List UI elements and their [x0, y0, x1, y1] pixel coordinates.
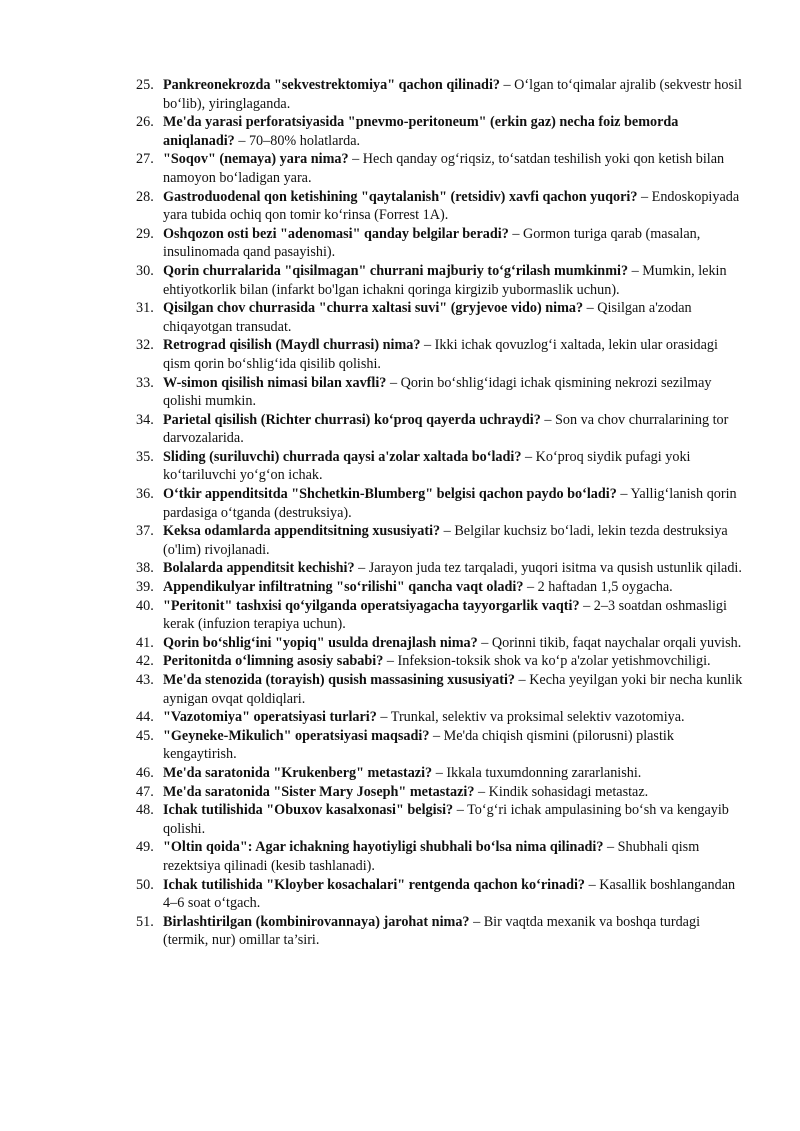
list-item [136, 113, 748, 150]
answer-text: – Gormon turiga qarab (masalan, insulinomada qand pasayishi). [163, 225, 701, 261]
list-item [136, 578, 748, 597]
question-text: Oshqozon osti bezi "adenomasi" qanday belgilar beradi? [163, 225, 509, 242]
item-number: 47. [136, 783, 154, 800]
answer-text: – Trunkal, selektiv va proksimal selektiv vazotomiya. [376, 709, 685, 726]
item-number: 37. [136, 523, 154, 540]
question-text: Me'da saratonida "Krukenberg" metastazi? [163, 764, 433, 781]
item-number: 36. [136, 486, 154, 503]
list-item [136, 188, 748, 225]
question-text: Me'da saratonida "Sister Mary Joseph" metastazi? [163, 783, 475, 800]
list-item [136, 727, 748, 764]
item-number: 51. [136, 913, 154, 930]
answer-text: – Me'da chiqish qismini (pilorusni) plastik kengaytirish. [163, 727, 674, 763]
answer-text: – Infeksion-toksik shok va ko‘p a'zolar yetishmovchiligi. [383, 653, 711, 670]
answer-text: – 2 haftadan 1,5 oygacha. [523, 579, 673, 596]
question-text: Retrograd qisilish (Maydl churrasi) nima? [163, 337, 421, 354]
item-number: 29. [136, 225, 154, 242]
question-text: Ichak tutilishida "Kloyber kosachalari" rentgenda qachon ko‘rinadi? [163, 876, 586, 893]
list-item [136, 262, 748, 299]
answer-text: – Kindik sohasidagi metastaz. [474, 783, 649, 800]
answer-text: – To‘g‘ri ichak ampulasining bo‘sh va kengayib qolishi. [163, 802, 729, 837]
question-text: "Peritonit" tashxisi qo‘yilganda operatsiyagacha tayyorgarlik vaqti? [163, 597, 580, 614]
question-text: O‘tkir appenditsitda "Shchetkin-Blumberg" belgisi qachon paydo bo‘ladi? [163, 486, 617, 503]
item-number: 31. [136, 300, 154, 317]
list-item [136, 299, 748, 336]
item-number: 26. [136, 114, 154, 131]
question-text: "Geyneke-Mikulich" operatsiyasi maqsadi? [163, 727, 430, 744]
answer-text: – Qisilgan a'zodan chiqayotgan transudat. [163, 300, 692, 335]
answer-text: – Ikki ichak qovuzlog‘i xaltada, lekin ular orasidagi qism qorin bo‘shlig‘ida qisilib qolishi. [163, 337, 718, 372]
list-item [136, 671, 748, 708]
list-item [136, 634, 748, 653]
answer-text: – Ko‘proq siydik pufagi yoki ko‘tariluvchi yo‘g‘on ichak. [163, 448, 691, 484]
list-item [136, 150, 748, 187]
item-number: 34. [136, 411, 154, 428]
list-item [136, 708, 748, 727]
list-item [136, 336, 748, 373]
list-item [136, 448, 748, 485]
question-text: Sliding (suriluvchi) churrada qaysi a'zolar xaltada bo‘ladi? [163, 448, 522, 465]
answer-text: – Qorin bo‘shlig‘idagi ichak qismining nekrozi sezilmay qolishi mumkin. [163, 374, 712, 410]
list-item [136, 225, 748, 262]
item-number: 44. [136, 709, 154, 726]
answer-text: – Kecha yeyilgan yoki bir necha kunlik aynigan ovqat qoldiqlari. [163, 672, 743, 707]
list-item [136, 652, 748, 671]
item-number: 50. [136, 876, 154, 893]
answer-text: – Son va chov churralarining tor darvozalarida. [163, 411, 729, 447]
item-number: 43. [136, 672, 154, 688]
answer-text: – Belgilar kuchsiz bo‘ladi, lekin tezda destruksiya (o'lim) rivojlanadi. [163, 523, 728, 558]
item-number: 35. [136, 448, 154, 465]
question-list [136, 76, 748, 950]
list-item [136, 876, 748, 913]
item-number: 46. [136, 764, 154, 781]
question-text: Me'da yarasi perforatsiyasida "pnevmo-peritoneum" (erkin gaz) necha foiz bemorda aniqlanadi? [163, 114, 679, 149]
item-number: 45. [136, 727, 154, 744]
answer-text: – Ikkala tuxumdonning zararlanishi. [432, 764, 642, 781]
list-item [136, 838, 748, 875]
answer-text: – Endoskopiyada yara tubida ochiq qon tomir ko‘rinsa (Forrest 1A). [163, 188, 740, 224]
item-number: 41. [136, 634, 154, 651]
question-text: "Soqov" (nemaya) yara nima? [163, 151, 349, 168]
answer-text: – O‘lgan to‘qimalar ajralib (sekvestr hosil bo‘lib), yiringlaganda. [163, 77, 742, 112]
question-text: Bolalarda appenditsit kechishi? [163, 560, 355, 577]
question-text: W-simon qisilish nimasi bilan xavfli? [163, 374, 387, 391]
question-text: Qisilgan chov churrasida "churra xaltasi suvi" (gryjevoe vido) nima? [163, 300, 584, 317]
list-item [136, 913, 748, 950]
list-item [136, 764, 748, 783]
question-text: Peritonitda o‘limning asosiy sababi? [163, 653, 384, 670]
list-item [136, 485, 748, 522]
item-number: 25. [136, 77, 154, 93]
question-text: Keksa odamlarda appenditsitning xususiyati? [163, 523, 441, 540]
question-text: Gastroduodenal qon ketishining "qaytalanish" (retsidiv) xavfi qachon yuqori? [163, 188, 638, 205]
answer-text: – Jarayon juda tez tarqaladi, yuqori isitma va qusish ustunlik qiladi. [354, 560, 742, 577]
answer-text: – Bir vaqtda mexanik va boshqa turdagi (termik, nur) omillar ta’siri. [163, 913, 701, 949]
list-item [136, 411, 748, 448]
question-text: Ichak tutilishida "Obuxov kasalxonasi" belgisi? [163, 802, 454, 819]
question-text: Parietal qisilish (Richter churrasi) ko‘proq qayerda uchraydi? [163, 411, 541, 428]
answer-text: – Hech qanday og‘riqsiz, to‘satdan teshilish yoki qon ketish bilan namoyon bo‘ladigan yara. [163, 151, 725, 186]
answer-text: – 2–3 soatdan oshmasligi kerak (infuzion terapiya uchun). [163, 597, 727, 633]
item-number: 27. [136, 151, 154, 168]
question-text: Qorin churralarida "qisilmagan" churrani majburiy to‘g‘rilash mumkinmi? [163, 262, 629, 279]
list-item [136, 522, 748, 559]
answer-text: – 70–80% holatlarda. [234, 132, 361, 149]
list-item [136, 783, 748, 802]
list-item [136, 374, 748, 411]
item-number: 39. [136, 579, 154, 596]
question-text: Pankreonekrozda "sekvestrektomiya" qachon qilinadi? [163, 77, 500, 93]
item-number: 33. [136, 374, 154, 391]
item-number: 28. [136, 188, 154, 205]
list-item [136, 597, 748, 634]
answer-text: – Shubhali qism rezektsiya qilinadi (kesib tashlanadi). [163, 839, 700, 874]
answer-text: – Mumkin, lekin ehtiyotkorlik bilan (infarkt bo'lgan ichakni qoringa kirgizib yubormaslik uchun). [163, 262, 727, 298]
item-number: 42. [136, 653, 154, 670]
question-text: Qorin bo‘shlig‘ini "yopiq" usulda drenajlash nima? [163, 634, 478, 651]
question-text: "Oltin qoida": Agar ichakning hayotiyligi shubhali bo‘lsa nima qilinadi? [163, 839, 604, 856]
answer-text: – Yallig‘lanish qorin pardasiga o‘tganda (destruksiya). [163, 486, 737, 521]
answer-text: – Kasallik boshlangandan 4–6 soat o‘tgach. [163, 876, 736, 912]
item-number: 30. [136, 262, 154, 279]
list-item [136, 76, 748, 113]
question-text: Me'da stenozida (torayish) qusish massasining xususiyati? [163, 672, 515, 688]
item-number: 49. [136, 839, 154, 856]
question-text: Birlashtirilgan (kombinirovannaya) jarohat nima? [163, 913, 470, 930]
question-text: "Vazotomiya" operatsiyasi turlari? [163, 709, 377, 726]
list-item [136, 801, 748, 838]
item-number: 38. [136, 560, 154, 577]
list-item [136, 559, 748, 578]
item-number: 40. [136, 597, 154, 614]
item-number: 48. [136, 802, 154, 819]
answer-text: – Qorinni tikib, faqat naychalar orqali yuvish. [477, 634, 742, 651]
question-text: Appendikulyar infiltratning "so‘rilishi" qancha vaqt oladi? [163, 579, 524, 596]
item-number: 32. [136, 337, 154, 354]
